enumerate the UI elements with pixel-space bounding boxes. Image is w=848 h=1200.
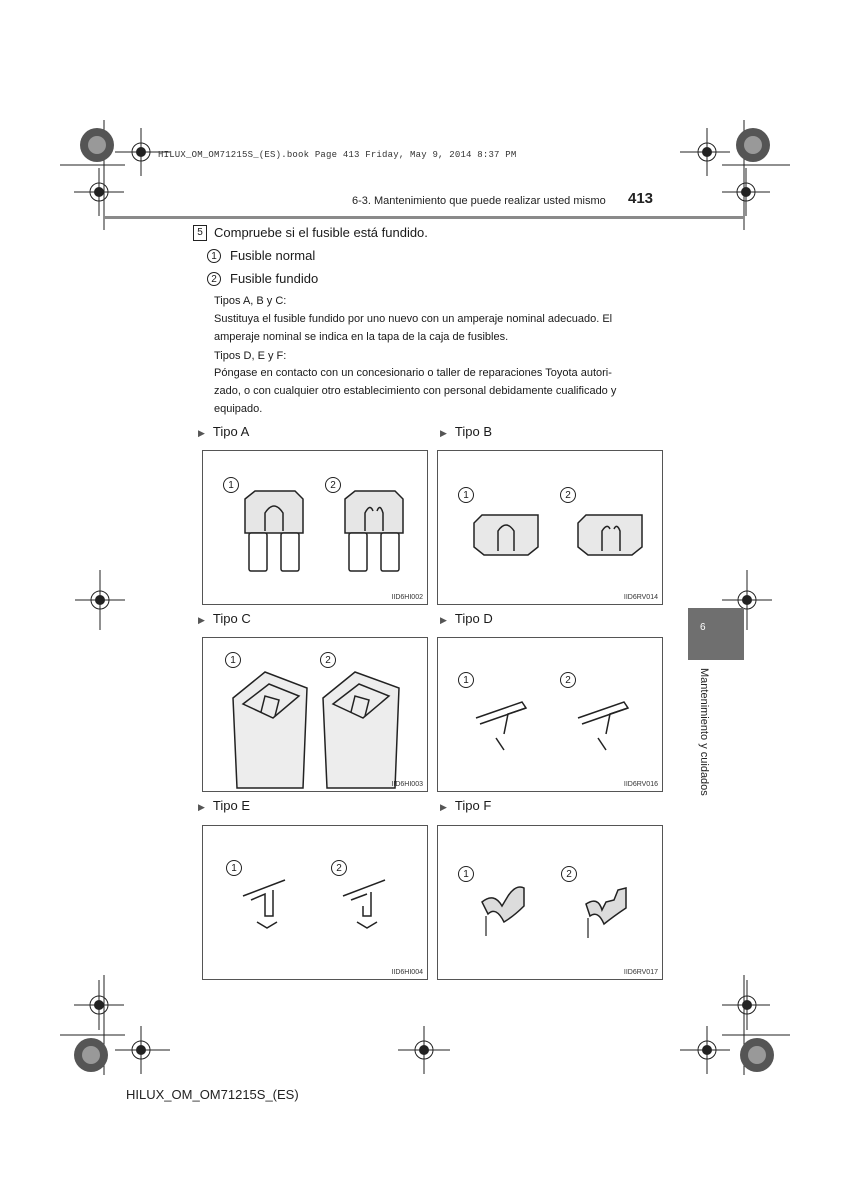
figure-code: IID6HI003 bbox=[391, 781, 423, 788]
figure-marker: 2 bbox=[320, 652, 336, 668]
figure-marker: 1 bbox=[458, 672, 474, 688]
figure-label-tipo-f: ▶ Tipo F bbox=[440, 798, 492, 813]
chapter-number: 6 bbox=[700, 622, 706, 633]
figure-marker: 1 bbox=[223, 477, 239, 493]
figure-label-tipo-c: ▶ Tipo C bbox=[198, 611, 251, 626]
types-def-heading: Tipos D, E y F: bbox=[214, 350, 287, 362]
chapter-tab bbox=[688, 608, 744, 660]
figure-code: IID6HI004 bbox=[391, 969, 423, 976]
fuse-illustration bbox=[438, 826, 664, 981]
figure-tipo-e bbox=[202, 825, 428, 980]
types-def-text: Póngase en contacto con un concesionario o taller de reparaciones Toyota autori- zado, o con cualquier otro establecimiento con personal debidamente cualificado y equipado. bbox=[214, 367, 617, 415]
fuse-illustration bbox=[438, 638, 664, 793]
chapter-title: Mantenimiento y cuidados bbox=[698, 668, 710, 796]
figure-tipo-b bbox=[437, 450, 663, 605]
figure-tipo-a bbox=[202, 450, 428, 605]
step-text: Compruebe si el fusible está fundido. bbox=[214, 225, 428, 240]
print-line: HILUX_OM_OM71215S_(ES).book Page 413 Friday, May 9, 2014 8:37 PM bbox=[158, 150, 517, 160]
figure-marker: 2 bbox=[561, 866, 577, 882]
figure-marker: 2 bbox=[560, 672, 576, 688]
figure-label-tipo-a: ▶ Tipo A bbox=[198, 424, 250, 439]
item-label: Fusible normal bbox=[230, 248, 316, 263]
figure-tipo-f bbox=[437, 825, 663, 980]
figure-marker: 2 bbox=[325, 477, 341, 493]
figure-label-tipo-e: ▶ Tipo E bbox=[198, 798, 251, 813]
section-title: 6-3. Mantenimiento que puede realizar usted mismo bbox=[352, 195, 606, 207]
figure-code: IID6RV014 bbox=[623, 594, 658, 601]
types-abc-heading: Tipos A, B y C: bbox=[214, 295, 287, 307]
types-abc-text: Sustituya el fusible fundido por uno nuevo con un amperaje nominal adecuado. El amperaje nominal se indica en la tapa de la caja de fusibles. bbox=[214, 313, 613, 343]
figure-label-tipo-d: ▶ Tipo D bbox=[440, 611, 493, 626]
figure-tipo-d bbox=[437, 637, 663, 792]
figure-tipo-c bbox=[202, 637, 428, 792]
step-number: 5 bbox=[193, 225, 207, 241]
page-number: 413 bbox=[628, 190, 654, 207]
fuse-illustration bbox=[438, 451, 664, 606]
figure-code: IID6RV016 bbox=[623, 781, 658, 788]
item-marker: 2 bbox=[207, 272, 221, 286]
item-label: Fusible fundido bbox=[230, 271, 319, 286]
fuse-illustration bbox=[203, 826, 429, 981]
figure-marker: 2 bbox=[331, 860, 347, 876]
figure-marker: 1 bbox=[225, 652, 241, 668]
figure-code: IID6RV017 bbox=[623, 969, 658, 976]
figure-marker: 2 bbox=[560, 487, 576, 503]
figure-code: IID6HI002 bbox=[391, 594, 423, 601]
header-rule bbox=[104, 216, 744, 219]
footer-code: HILUX_OM_OM71215S_(ES) bbox=[126, 1087, 299, 1102]
figure-marker: 1 bbox=[226, 860, 242, 876]
item-marker: 1 bbox=[207, 249, 221, 263]
figure-marker: 1 bbox=[458, 487, 474, 503]
fuse-illustration bbox=[203, 451, 429, 606]
figure-marker: 1 bbox=[458, 866, 474, 882]
figure-label-tipo-b: ▶ Tipo B bbox=[440, 424, 493, 439]
